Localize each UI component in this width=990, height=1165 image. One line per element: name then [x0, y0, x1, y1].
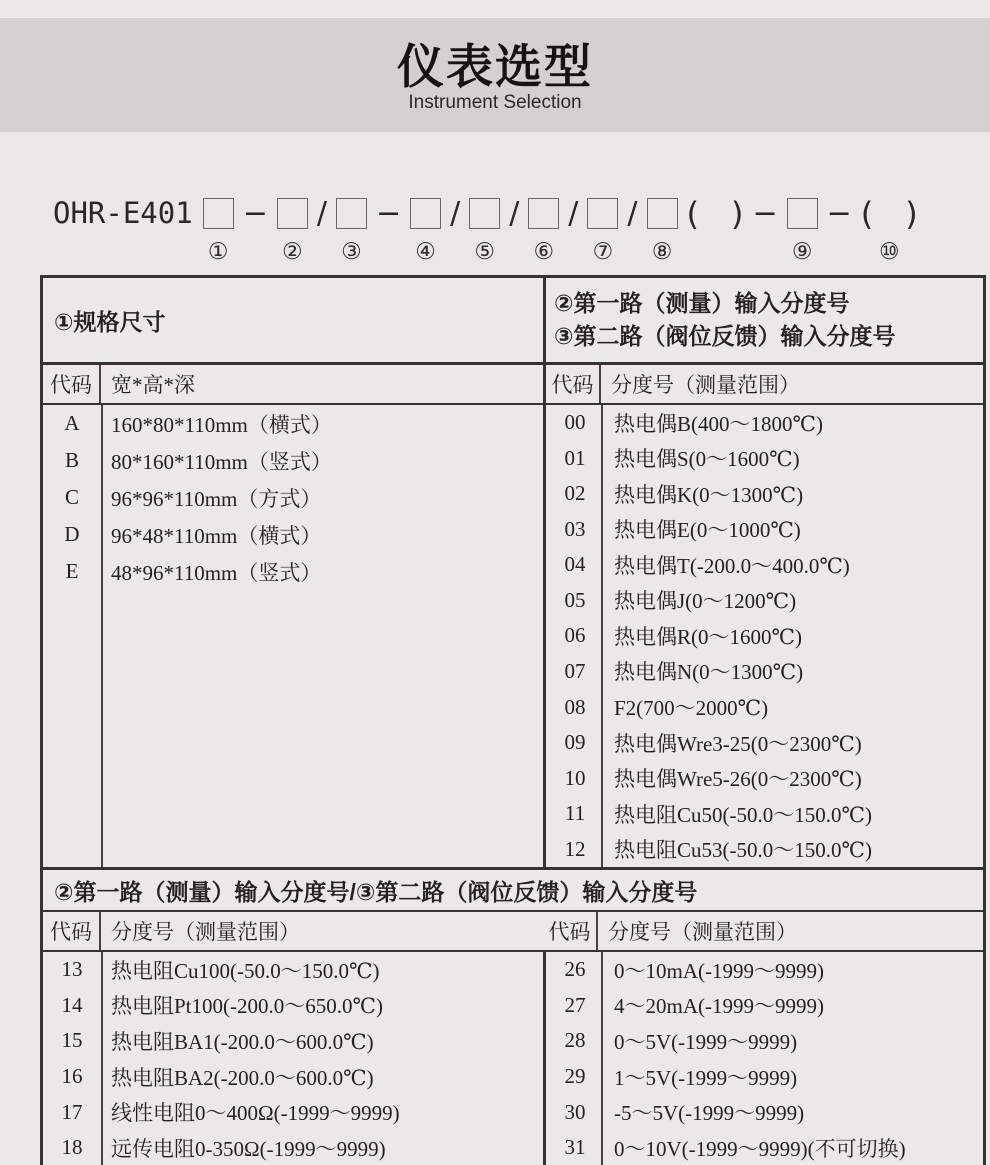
- row-value: -5～5V(-1999～9999): [614, 1101, 805, 1126]
- input-section-header: [543, 278, 983, 362]
- table-row: [546, 796, 983, 832]
- table-row: [546, 405, 983, 441]
- model-segment: [317, 192, 327, 234]
- model-code-box: [528, 198, 559, 229]
- table-section2-header: ②第一路（测量）输入分度号/③第二路（阀位反馈）输入分度号: [43, 867, 983, 912]
- row-code: 03: [564, 516, 586, 541]
- model-segment: [336, 192, 367, 265]
- model-segment: [587, 192, 618, 265]
- model-code-box: [787, 198, 818, 229]
- row-value: 热电偶E(0～1000℃): [614, 518, 801, 543]
- position-number: ⑥: [533, 239, 555, 264]
- model-segment: [469, 192, 500, 265]
- row-value: 热电阻Pt100(-200.0～650.0℃): [111, 994, 383, 1019]
- row-value: 96*96*110mm（方式）: [111, 486, 322, 511]
- row-code: 04: [564, 552, 586, 577]
- row-value: 热电偶Wre3-25(0～2300℃): [614, 731, 862, 756]
- table-row: [546, 725, 983, 761]
- row-code: C: [64, 485, 79, 509]
- table-row: [43, 553, 543, 590]
- model-separator: /: [568, 195, 579, 231]
- table-row: [43, 1059, 543, 1095]
- row-value: 热电偶K(0～1300℃): [614, 482, 804, 507]
- model-code-box: [410, 198, 441, 229]
- position-number: ⑤: [474, 239, 495, 264]
- model-prefix: OHR-E401: [53, 196, 193, 230]
- code-column-header: 代码: [43, 912, 101, 950]
- row-value: 热电偶J(0～1200℃): [614, 589, 797, 614]
- model-separator: /: [509, 195, 520, 231]
- table-row: [43, 442, 543, 479]
- row-value: 160*80*110mm（横式）: [111, 412, 332, 437]
- model-separator: ( ): [686, 195, 744, 233]
- position-number: ⑦: [592, 239, 614, 264]
- row-value: F2(700～2000℃): [614, 696, 769, 721]
- row-code: 30: [564, 1099, 586, 1124]
- row-code: 08: [564, 694, 586, 719]
- table-row: [546, 988, 983, 1024]
- model-segment: [568, 192, 578, 234]
- position-number: ②: [282, 239, 303, 264]
- row-code: 01: [564, 445, 586, 470]
- table-row: [43, 1023, 543, 1059]
- model-separator: /: [316, 195, 327, 231]
- row-value: 0～10mA(-1999～9999): [614, 958, 824, 983]
- model-segment: [647, 192, 678, 265]
- row-value: 热电偶S(0～1600℃): [614, 447, 800, 472]
- page-subtitle: Instrument Selection: [408, 92, 582, 114]
- row-value: 热电阻Cu53(-50.0～150.0℃): [614, 838, 872, 863]
- code-column-header: 代码: [543, 912, 598, 950]
- size-column-header: 宽*高*深: [111, 373, 195, 397]
- model-segment: [687, 192, 744, 234]
- position-number: ③: [341, 239, 362, 264]
- page-title: 仪表选型: [397, 39, 593, 93]
- table-row: [546, 689, 983, 725]
- model-code-box: [336, 198, 367, 229]
- table-row: [546, 1059, 983, 1095]
- input-rows-00-12: [546, 405, 983, 867]
- row-value: 48*96*110mm（竖式）: [111, 560, 322, 585]
- size-section-header: ①规格尺寸: [54, 308, 166, 335]
- row-value: 80*160*110mm（竖式）: [111, 449, 332, 474]
- row-code: 13: [61, 957, 83, 982]
- table-section1-column-headers: [43, 365, 983, 405]
- row-value: 热电偶T(-200.0～400.0℃): [614, 553, 850, 578]
- model-segments: [203, 192, 918, 265]
- row-code: 14: [61, 992, 83, 1017]
- model-segment: [277, 192, 308, 265]
- range-column-header: 分度号（测量范围）: [111, 920, 300, 944]
- row-value: 热电阻Cu100(-50.0～150.0℃): [111, 958, 380, 983]
- table-row: [43, 405, 543, 442]
- row-code: 16: [61, 1064, 83, 1089]
- table-row: [546, 654, 983, 690]
- row-code: 31: [564, 1135, 586, 1160]
- model-separator: −: [826, 195, 852, 231]
- table-row: [546, 1130, 983, 1165]
- table-row: [43, 516, 543, 553]
- table-row: [546, 476, 983, 512]
- model-segment: [450, 192, 460, 234]
- table-row: [43, 479, 543, 516]
- model-segment: [787, 192, 818, 265]
- row-value: 0～10V(-1999～9999)(不可切换): [614, 1136, 906, 1161]
- row-value: 热电偶R(0～1600℃): [614, 624, 802, 649]
- row-code: 10: [564, 765, 586, 790]
- position-number: ①: [207, 239, 229, 264]
- input-header-line1: ②第一路（测量）输入分度号: [554, 290, 850, 317]
- input-rows-26-31: [546, 952, 983, 1165]
- table-row: [546, 618, 983, 654]
- row-code: 17: [61, 1099, 83, 1124]
- selection-table: [40, 275, 986, 1165]
- position-number: ⑩: [878, 239, 900, 264]
- range-column-header: 分度号（测量范围）: [608, 920, 797, 944]
- table-section2-body: [43, 952, 983, 1165]
- model-code-box: [277, 198, 308, 229]
- row-value: 热电阻BA1(-200.0～600.0℃): [111, 1029, 374, 1054]
- table-row: [546, 831, 983, 867]
- size-rows: [43, 405, 543, 590]
- model-code-box: [469, 198, 500, 229]
- row-code: 26: [564, 957, 586, 982]
- row-code: 00: [564, 410, 586, 435]
- model-segment: [509, 192, 519, 234]
- row-value: 1～5V(-1999～9999): [614, 1065, 798, 1090]
- code-column-header: 代码: [43, 365, 101, 403]
- model-segment: [528, 192, 559, 265]
- row-code: 15: [61, 1028, 83, 1053]
- row-value: 热电偶Wre5-26(0～2300℃): [614, 767, 862, 792]
- row-code: E: [65, 559, 79, 583]
- table-row: [546, 952, 983, 988]
- input-header-line2: ③第二路（阀位反馈）输入分度号: [554, 323, 896, 349]
- row-code: 02: [564, 481, 586, 506]
- model-number-diagram: [53, 192, 918, 265]
- model-separator: −: [375, 195, 402, 231]
- model-separator: −: [752, 195, 778, 231]
- model-segment: [753, 192, 778, 234]
- row-value: 4～20mA(-1999～9999): [614, 994, 824, 1019]
- model-segment: [627, 192, 637, 234]
- row-code: D: [64, 522, 80, 546]
- row-value: 线性电阻0～400Ω(-1999～9999): [111, 1101, 400, 1126]
- model-segment: [861, 192, 918, 265]
- table-row: [546, 547, 983, 583]
- row-value: 0～5V(-1999～9999): [614, 1029, 798, 1054]
- row-value: 热电偶B(400～1800℃): [614, 411, 823, 436]
- model-segment: [376, 192, 401, 234]
- row-code: 18: [61, 1135, 83, 1160]
- position-number: ④: [415, 239, 436, 264]
- table-section2-column-headers: [43, 912, 983, 952]
- input-rows-13-18: [43, 952, 543, 1165]
- page-header-band: [0, 18, 990, 132]
- row-value: 热电阻BA2(-200.0～600.0℃): [111, 1065, 374, 1090]
- row-value: 96*48*110mm（横式）: [111, 523, 322, 548]
- model-segment: [410, 192, 441, 265]
- table-row: [43, 1130, 543, 1165]
- model-segment: [203, 192, 234, 265]
- model-separator: /: [450, 195, 461, 231]
- table-row: [43, 988, 543, 1024]
- position-number: ⑨: [791, 239, 813, 264]
- model-code-box: [203, 198, 234, 229]
- row-value: 热电阻Cu50(-50.0～150.0℃): [614, 802, 872, 827]
- range-column-header: 分度号（测量范围）: [611, 373, 800, 397]
- position-number: ⑧: [651, 239, 673, 264]
- row-code: 27: [564, 992, 586, 1017]
- model-segment: [827, 192, 852, 234]
- row-code: 09: [564, 730, 586, 755]
- row-code: 05: [564, 587, 586, 612]
- model-segment: [243, 192, 268, 234]
- row-code: 12: [564, 836, 586, 861]
- table-row: [546, 1094, 983, 1130]
- model-code-box: [587, 198, 618, 229]
- model-separator: /: [627, 195, 638, 231]
- table-row: [546, 583, 983, 619]
- row-code: 28: [564, 1028, 586, 1053]
- model-separator: ( ): [860, 195, 918, 233]
- table-section1-body: [43, 405, 983, 867]
- model-code-box: [647, 198, 678, 229]
- table-row: [43, 1094, 543, 1130]
- row-code: 06: [564, 623, 586, 648]
- row-code: B: [64, 448, 79, 472]
- model-separator: −: [242, 195, 268, 231]
- code-column-header: 代码: [546, 365, 601, 403]
- row-code: 07: [564, 658, 586, 683]
- row-value: 热电偶N(0～1300℃): [614, 660, 804, 685]
- table-row: [546, 760, 983, 796]
- row-code: A: [64, 411, 80, 435]
- table-row: [546, 441, 983, 477]
- table-section1-header-row: [43, 278, 983, 365]
- row-code: 11: [564, 801, 586, 826]
- row-code: 29: [564, 1064, 586, 1089]
- table-row: [546, 512, 983, 548]
- table-row: [546, 1023, 983, 1059]
- table-row: [43, 952, 543, 988]
- row-value: 远传电阻0-350Ω(-1999～9999): [111, 1136, 386, 1161]
